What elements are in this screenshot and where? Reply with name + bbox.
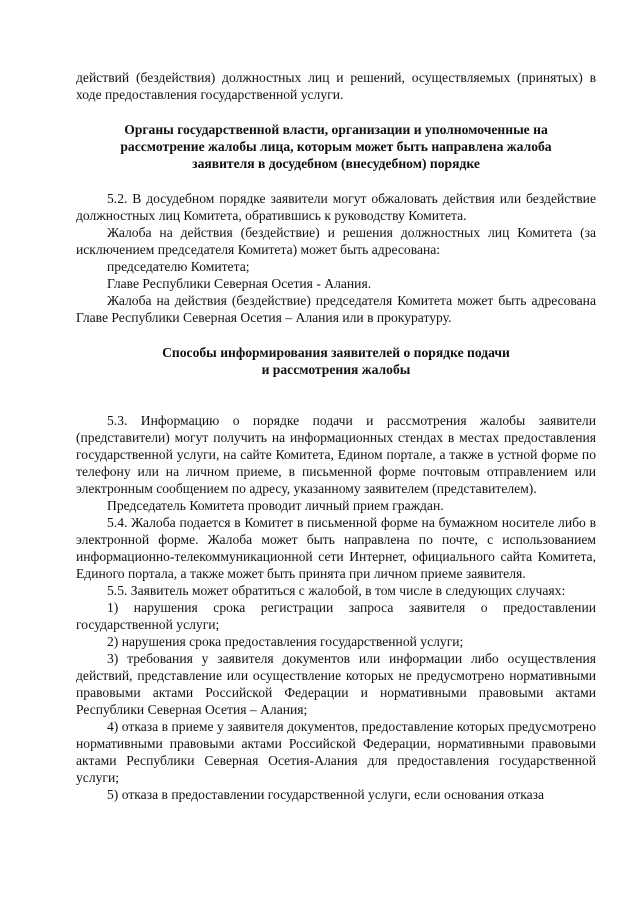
section-heading-information-methods [76, 344, 596, 378]
list-item: 2) нарушения срока предоставления государственной услуги; [107, 634, 464, 649]
paragraph: Жалоба на действия (бездействие) председателя Комитета может быть адресована Главе Республики Северная Осетия – Алания или в прокуратуру. [76, 293, 596, 325]
list-item: 1) нарушения срока регистрации запроса заявителя о предоставлении государственной услуги; [76, 600, 596, 632]
section-complaint-bodies [76, 190, 596, 326]
paragraph: Председатель Комитета проводит личный прием граждан. [107, 498, 444, 513]
paragraph: 5.2. В досудебном порядке заявители могут обжаловать действия или бездействие должностных лиц Комитета, обратившись к руководству Комитета. [76, 191, 596, 223]
paragraph: 5.3. Информацию о порядке подачи и рассмотрения жалобы заявители (представители) могут получить на информационных стендах в местах предоставления государственной услуги, на сайте Комитета, Едином портале, а также в устной форме по телефону или на личном приеме, в письменной форме почтовым отправлением или электронным сообщением по адресу, указанному заявителем (представителем). [76, 413, 596, 496]
paragraph: Жалоба на действия (бездействие) и решения должностных лиц Комитета (за исключением председателя Комитета) может быть адресована: [76, 225, 596, 257]
heading-line: рассмотрение жалобы лица, которым может быть направлена жалоба [120, 139, 552, 154]
heading-line: заявителя в досудебном (внесудебном) порядке [192, 156, 480, 171]
section-information-methods [76, 412, 596, 803]
heading-line: и рассмотрения жалобы [261, 362, 411, 377]
intro-paragraph: действий (бездействия) должностных лиц и решений, осуществляемых (принятых) в ходе предоставления государственной услуги. [76, 70, 596, 102]
section-heading-complaint-bodies [76, 121, 596, 172]
heading-line: Органы государственной власти, организации и уполномоченные на [124, 122, 548, 137]
paragraph: 5.5. Заявитель может обратиться с жалобой, в том числе в следующих случаях: [107, 583, 566, 598]
paragraph: председателю Комитета; [107, 259, 250, 274]
list-item: 4) отказа в приеме у заявителя документов, предоставление которых предусмотрено нормативными правовыми актами Российской Федерации, нормативными правовыми актами Республики Северная Осетия-Алания для предоставления государственной услуги; [76, 719, 596, 785]
paragraph: Главе Республики Северная Осетия - Алания. [107, 276, 372, 291]
heading-line: Способы информирования заявителей о порядке подачи [162, 345, 510, 360]
paragraph: 5.4. Жалоба подается в Комитет в письменной форме на бумажном носителе либо в электронной форме. Жалоба может быть направлена по почте, с использованием информационно-телекоммуникационной сети Интернет, официального сайта Комитета, Единого портала, а также может быть принята при личном приеме заявителя. [76, 515, 596, 581]
page-content [76, 69, 596, 803]
list-item: 5) отказа в предоставлении государственной услуги, если основания отказа [107, 787, 545, 802]
list-item: 3) требования у заявителя документов или информации либо осуществления действий, представление или осуществление которых не предусмотрено нормативными правовыми актами Российской Федерации и нормативными правовыми актами Республики Северная Осетия – Алания; [76, 651, 596, 717]
